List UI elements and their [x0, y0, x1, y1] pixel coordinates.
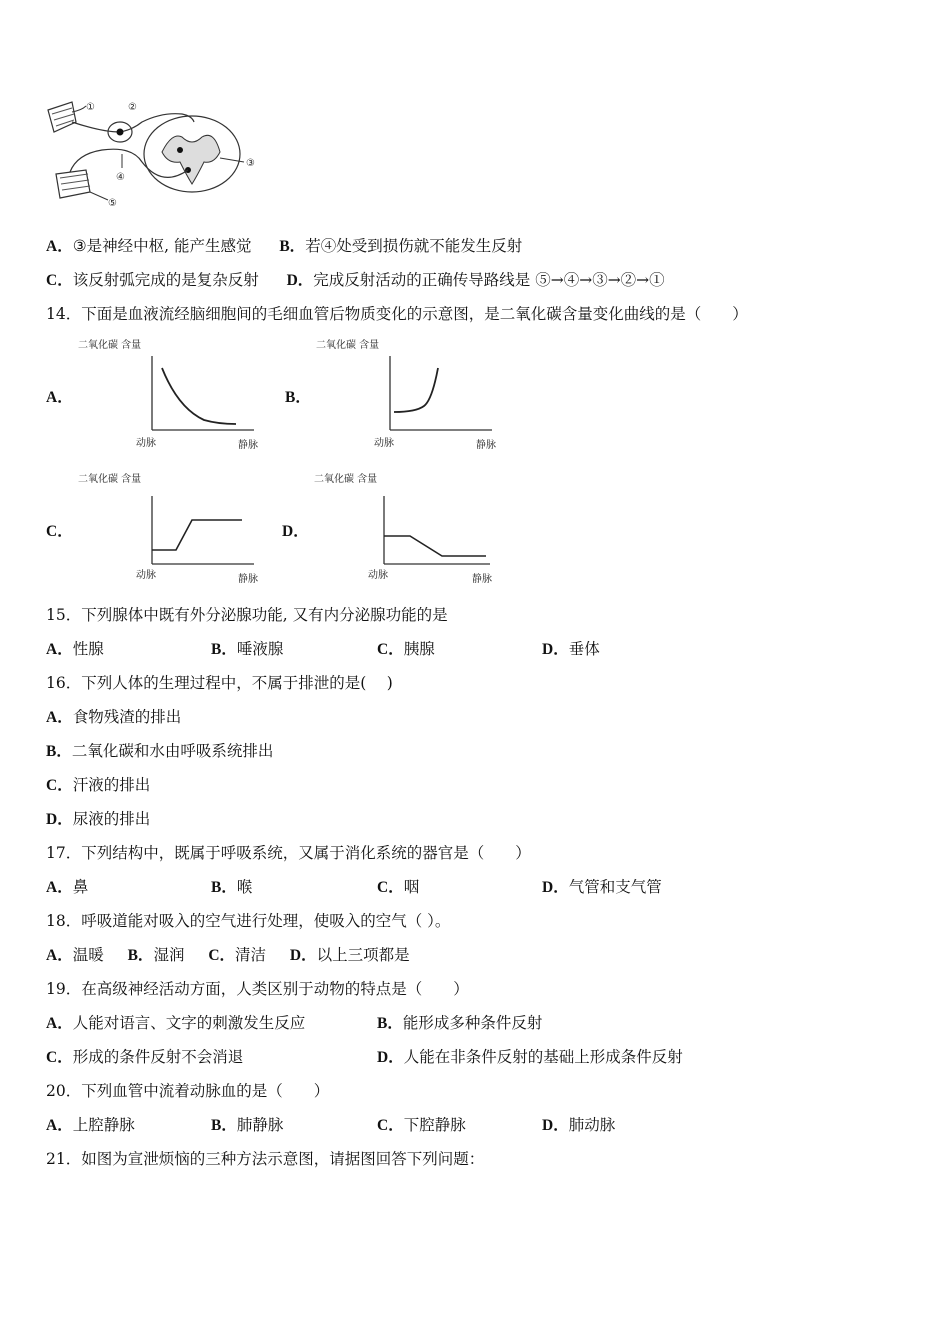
q13-option-d: 完成反射活动的正确传导路线是 ⑤→④→③→②→①	[313, 271, 665, 289]
q14-label-d: D．	[282, 523, 309, 540]
q20-option-b: 肺静脉	[236, 1116, 284, 1134]
q18-options: A．温暖 B．湿润 C．清洁 D．以上三项都是	[46, 946, 410, 964]
q14-stem: 14．下面是血液流经脑细胞间的毛细血管后物质变化的示意图，是二氧化碳含量变化曲线的是（ ）	[46, 305, 748, 323]
q19-stem: 19．在高级神经活动方面，人类区别于动物的特点是（ ）	[46, 980, 469, 998]
q17-option-a: 鼻	[72, 878, 89, 896]
q13-option-a: ③是神经中枢, 能产生感觉	[72, 237, 252, 255]
label-3: ③	[246, 158, 255, 169]
q16-option-c: 汗液的排出	[72, 776, 151, 794]
label-2: ②	[128, 102, 137, 113]
svg-text:静脉: 静脉	[238, 574, 258, 585]
q14-label-c: C．	[46, 523, 73, 540]
svg-text:静脉: 静脉	[472, 574, 492, 585]
q18-stem: 18．呼吸道能对吸入的空气进行处理，使吸入的空气（ ）。	[46, 912, 451, 930]
graph-c	[78, 470, 278, 586]
q16-option-a: 食物残渣的排出	[72, 708, 182, 726]
q21-stem: 21．如图为宣泄烦恼的三种方法示意图，请据图回答下列问题：	[46, 1150, 485, 1168]
graph-b	[316, 336, 516, 452]
svg-text:动脉: 动脉	[368, 570, 388, 581]
q13-row-ab: A．③是神经中枢, 能产生感觉 B．若④处受到损伤就不能发生反射	[46, 237, 523, 255]
reflex-arc-diagram	[42, 92, 272, 212]
q15-option-b: 唾液腺	[236, 640, 284, 658]
q13-option-b: 若④处受到损伤就不能发生反射	[305, 237, 523, 255]
q20-option-a: 上腔静脉	[72, 1116, 135, 1134]
svg-text:二氧化碳 含量: 二氧化碳 含量	[78, 474, 142, 485]
q16-stem: 16．下列人体的生理过程中，不属于排泄的是( )	[46, 674, 393, 692]
q20-stem: 20．下列血管中流着动脉血的是（ ）	[46, 1082, 330, 1100]
svg-text:二氧化碳 含量: 二氧化碳 含量	[316, 340, 380, 351]
svg-text:静脉: 静脉	[238, 440, 258, 451]
label-1: ①	[86, 102, 95, 113]
q17-option-d: 气管和支气管	[568, 878, 662, 896]
q19-option-c: 形成的条件反射不会消退	[72, 1048, 244, 1066]
q17-option-c: 咽	[403, 878, 420, 896]
q14-label-a: A．	[46, 389, 73, 406]
q18-option-c: 清洁	[235, 946, 267, 964]
svg-text:动脉: 动脉	[136, 438, 156, 449]
q19-option-b: 能形成多种条件反射	[402, 1014, 543, 1032]
svg-text:二氧化碳 含量: 二氧化碳 含量	[78, 340, 142, 351]
graph-a	[78, 336, 278, 452]
q14-label-b: B．	[285, 389, 311, 406]
q15-option-a: 性腺	[72, 640, 104, 658]
svg-text:静脉: 静脉	[476, 440, 496, 451]
label-5: ⑤	[108, 198, 117, 209]
q19-option-a: 人能对语言、文字的刺激发生反应	[72, 1014, 306, 1032]
q15-option-c: 胰腺	[403, 640, 435, 658]
svg-text:二氧化碳 含量: 二氧化碳 含量	[314, 474, 378, 485]
label-4: ④	[116, 172, 125, 183]
q16-option-b: 二氧化碳和水由呼吸系统排出	[71, 742, 274, 760]
q18-option-d: 以上三项都是	[316, 946, 410, 964]
q18-option-b: 湿润	[153, 946, 185, 964]
q17-stem: 17．下列结构中，既属于呼吸系统，又属于消化系统的器官是（ ）	[46, 844, 531, 862]
svg-text:动脉: 动脉	[136, 570, 156, 581]
svg-text:动脉: 动脉	[374, 438, 394, 449]
graph-d	[314, 470, 514, 586]
q20-option-c: 下腔静脉	[403, 1116, 466, 1134]
q19-option-d: 人能在非条件反射的基础上形成条件反射	[403, 1048, 683, 1066]
q16-option-d: 尿液的排出	[72, 810, 151, 828]
q15-option-d: 垂体	[568, 640, 600, 658]
q15-stem: 15．下列腺体中既有外分泌腺功能, 又有内分泌腺功能的是	[46, 606, 448, 624]
q20-option-d: 肺动脉	[568, 1116, 616, 1134]
q17-option-b: 喉	[236, 878, 253, 896]
q13-row-cd: C．该反射弧完成的是复杂反射 D．完成反射活动的正确传导路线是 ⑤→④→③→②→①	[46, 271, 665, 289]
q18-option-a: 温暖	[72, 946, 104, 964]
q13-option-c: 该反射弧完成的是复杂反射	[72, 271, 259, 289]
